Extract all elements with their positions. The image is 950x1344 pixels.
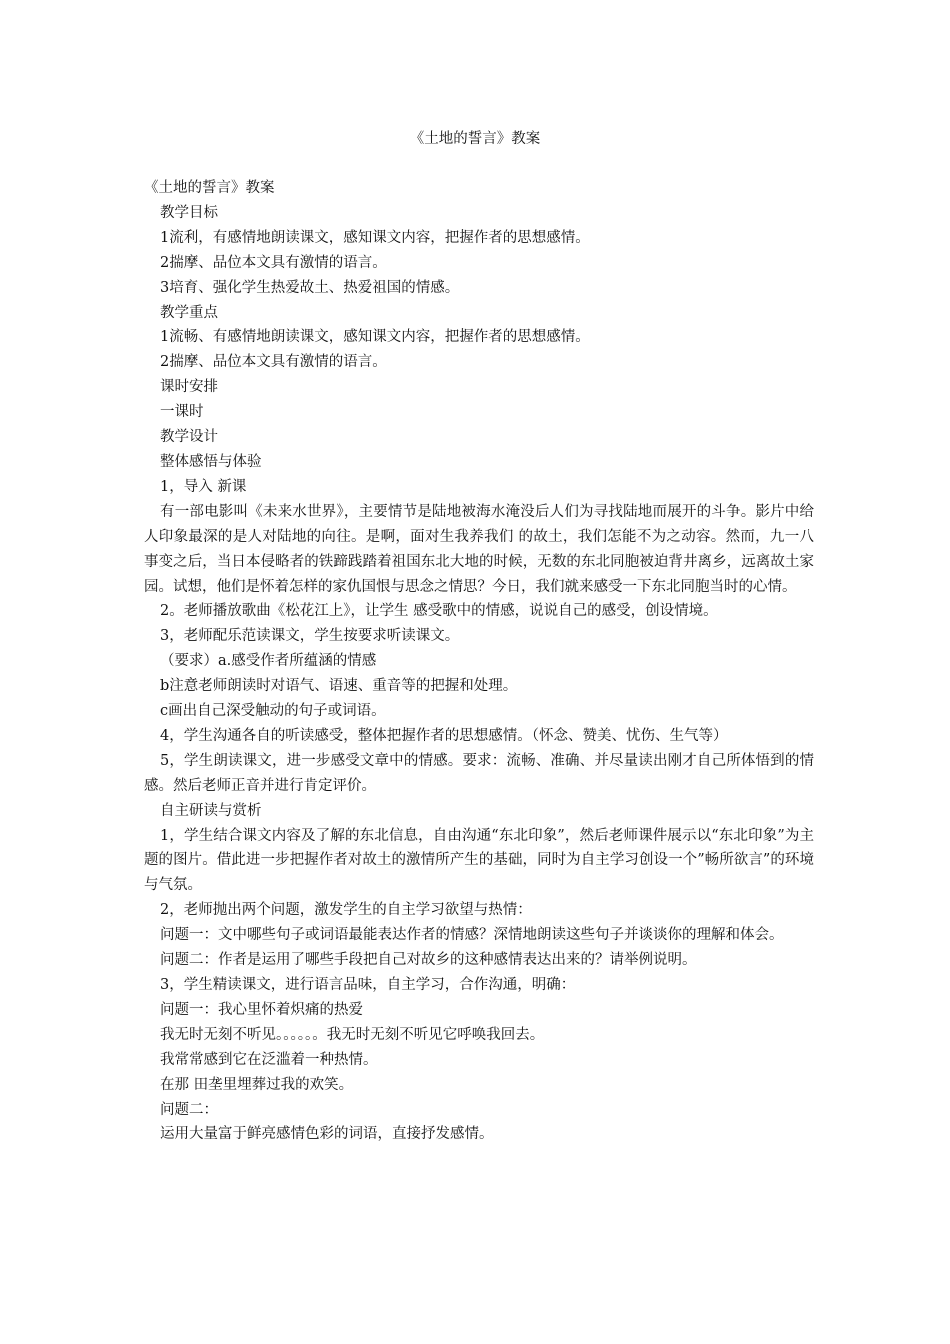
body-line: 整体感悟与体验 [160, 453, 262, 470]
body-line: 2，老师抛出两个问题，激发学生的自主学习欲望与热情： [160, 902, 532, 919]
body-line: 3，学生精读课文，进行语言品味，自主学习，合作沟通，明确： [160, 977, 576, 993]
body-line: 自主研读与赏析 [160, 802, 262, 819]
body-line: 问题一：我心里怀着炽痛的热爱 [160, 1001, 363, 1018]
body-paragraph: 1，学生结合课文内容及了解的东北信息，自由沟通“东北印象”，然后老师课件展示以“东北印象”为主题的图片。借此进一步把握作者对故土的激情所产生的基础，同时为自主学习创设一个”畅所欲言”的环境与气氛。 [144, 827, 814, 894]
body-line: 3，老师配乐范读课文，学生按要求听读课文。 [160, 628, 460, 645]
document-body [144, 176, 814, 1147]
body-line: 《土地的誓言》教案 [144, 180, 275, 196]
body-paragraph: 5，学生朗读课文，进一步感受文章中的情感。要求：流畅、准确、并尽量读出刚才自己所体悟到的情感。然后老师正音并进行肯定评价。 [144, 752, 814, 794]
body-line: 教学目标 [160, 204, 218, 221]
body-line: 我常常感到它在泛滥着一种热情。 [160, 1051, 378, 1068]
body-line: b注意老师朗读时对语气、语速、重音等的把握和处理。 [160, 678, 518, 695]
body-line: c画出自己深受触动的句子或词语。 [160, 703, 386, 720]
body-line: 2揣摩、品位本文具有激情的语言。 [160, 354, 387, 371]
body-paragraph: 问题一：文中哪些句子或词语最能表达作者的情感？深情地朗读这些句子并谈谈你的理解和体会。 [160, 927, 784, 944]
body-line: 一课时 [160, 404, 204, 421]
body-line: 4，学生沟通各自的听读感受，整体把握作者的思想感情。（怀念、赞美、忧伤、生气等） [160, 727, 728, 744]
body-line: 我无时无刻不听见。。。。。。我无时无刻不听见它呼唤我回去。 [160, 1026, 545, 1043]
body-line: 课时安排 [160, 379, 218, 396]
document-title: 《土地的誓言》教案 [409, 131, 541, 147]
body-line: 问题二：作者是运用了哪些手段把自己对故乡的这种感情表达出来的？请举例说明。 [160, 952, 697, 969]
body-line: 运用大量富于鲜亮感情色彩的词语，直接抒发感情。 [160, 1126, 494, 1143]
body-line: （要求）a.感受作者所蕴涵的情感 [160, 653, 377, 670]
body-line: 2揣摩、品位本文具有激情的语言。 [160, 254, 387, 271]
body-line: 3培育、强化学生热爱故土、热爱祖国的情感。 [160, 279, 460, 296]
body-line: 1，导入 新课 [160, 478, 247, 495]
body-line: 教学设计 [160, 429, 218, 446]
body-line: 1流畅、有感情地朗读课文，感知课文内容，把握作者的思想感情。 [160, 329, 590, 346]
body-paragraph: 有一部电影叫《未来水世界》，主要情节是陆地被海水淹没后人们为寻找陆地而展开的斗争。影片中给人印象最深的是人对陆地的向往。是啊，面对生我养我们 的故土，我们怎能不为之动容。然而，九一八事变之后，当日本侵略者的铁蹄践踏着祖国东北大地的时候，无数的东北同胞被迫背井离乡，远离故土家园。试想，他们是怀着怎样的家仇国恨与思念之情思？今日，我们就来感受一下东北同胞当时的心情。 [144, 503, 814, 595]
body-line: 2。老师播放歌曲《松花江上》，让学生 感受歌中的情感，说说自己的感受，创设情境。 [160, 603, 718, 620]
body-line: 1流利，有感情地朗读课文，感知课文内容，把握作者的思想感情。 [160, 229, 590, 246]
body-line: 在那 田垄里埋葬过我的欢笑。 [160, 1076, 354, 1093]
body-line: 问题二： [160, 1101, 218, 1118]
body-line: 教学重点 [160, 304, 218, 321]
